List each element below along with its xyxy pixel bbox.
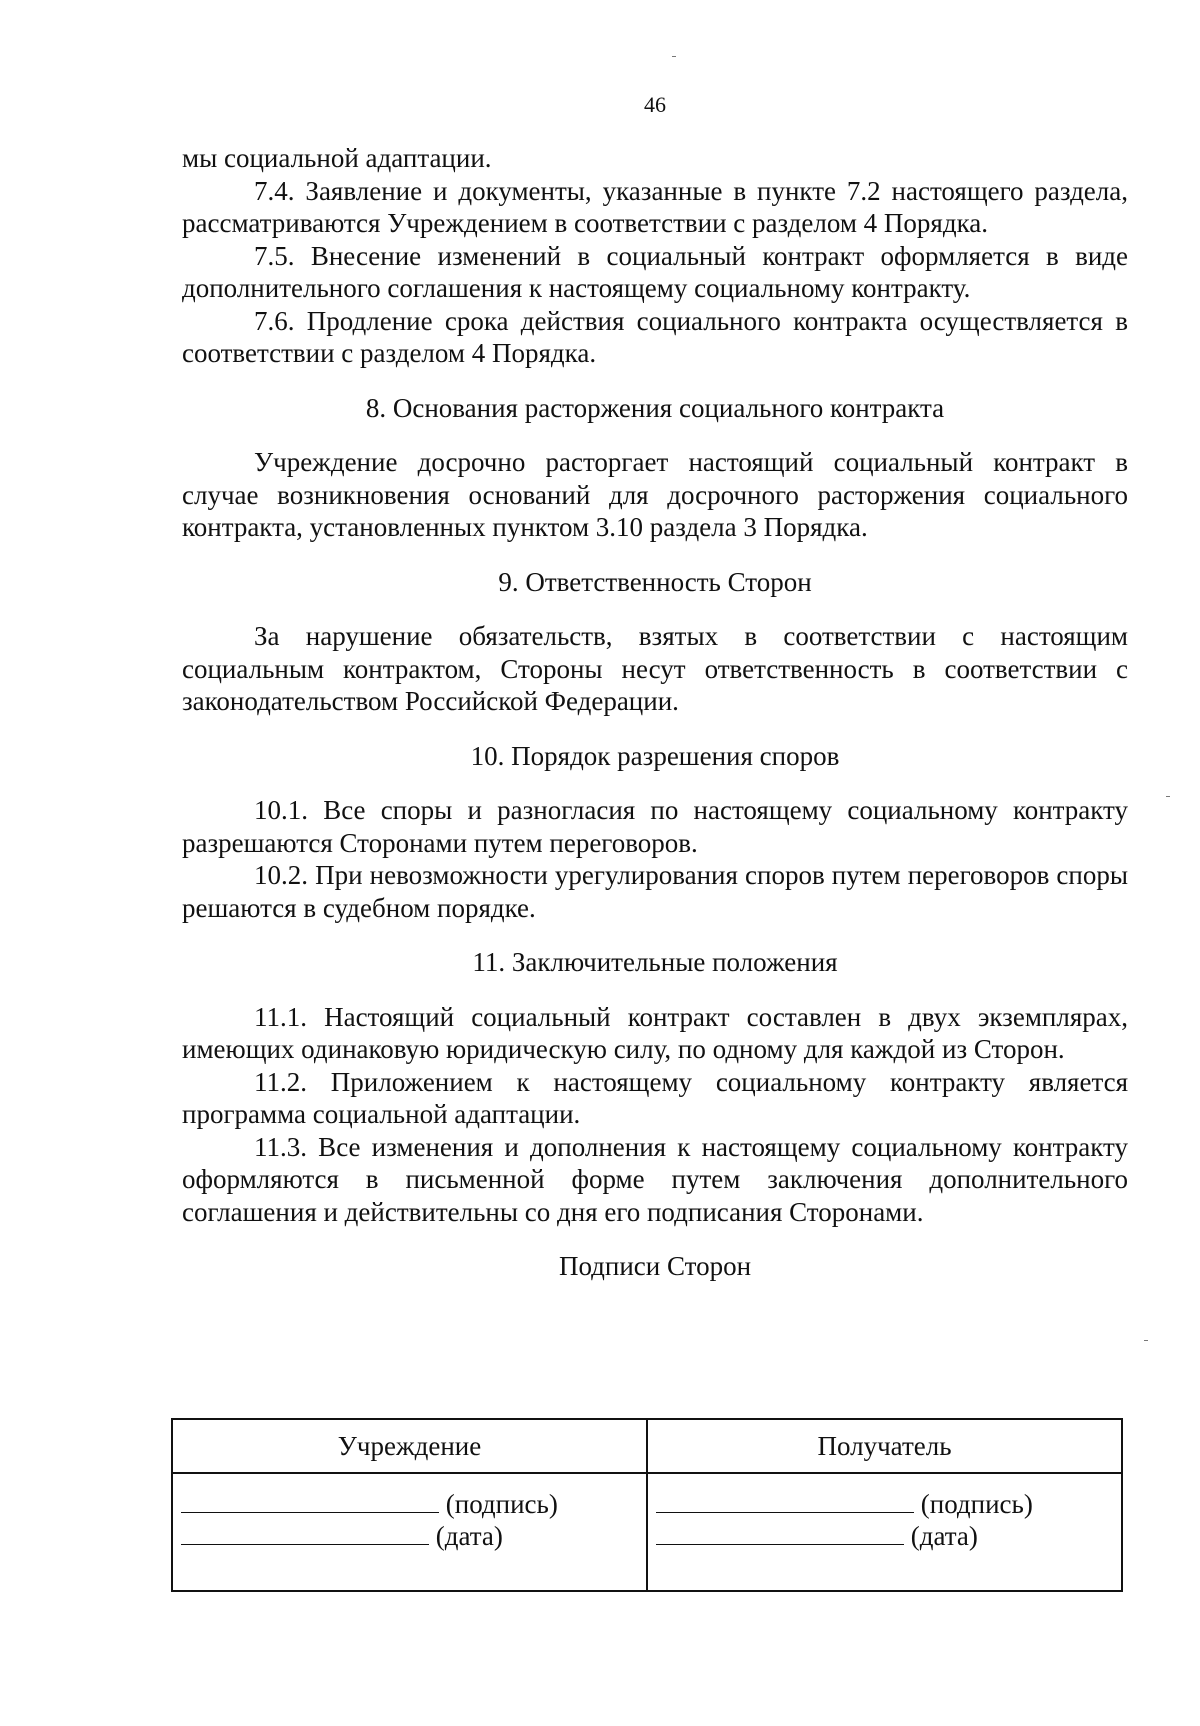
recipient-header-cell	[647, 1419, 1122, 1473]
institution-date-line	[181, 1520, 638, 1552]
page-number: 46	[644, 92, 666, 117]
paragraph-9: За нарушение обязательств, взятых в соответствии с настоящим социальным контрактом, Стороны несут ответственность в соответствии с законодательством Российской Федерации.	[182, 621, 1128, 716]
paragraph-7-4: 7.4. Заявление и документы, указанные в пункте 7.2 настоящего раздела, рассматриваются Учреждением в соответствии с разделом 4 Порядка.	[182, 175, 1128, 238]
institution-date-label: (дата)	[435, 1521, 503, 1551]
section-heading-8: 8. Основания расторжения социального контракта	[365, 392, 945, 423]
recipient-date-blank[interactable]	[656, 1520, 904, 1545]
section-heading-9: 9. Ответственность Сторон	[498, 566, 812, 597]
paragraph-10-1: 10.1. Все споры и разногласия по настоящему социальному контракту разрешаются Сторонами путем переговоров.	[182, 795, 1128, 858]
institution-signature-line	[181, 1488, 638, 1520]
continuation-text: мы социальной адаптации.	[182, 143, 492, 173]
recipient-date-line	[656, 1520, 1113, 1552]
recipient-signature-label: (подпись)	[920, 1489, 1033, 1519]
scan-speck	[1166, 796, 1170, 797]
institution-signature-label: (подпись)	[445, 1489, 558, 1519]
paragraph-11-2: 11.2. Приложением к настоящему социальному контракту является программа социальной адаптации.	[182, 1066, 1128, 1129]
recipient-signature-line	[656, 1488, 1113, 1520]
paragraph-8: Учреждение досрочно расторгает настоящий социальный контракт в случае возникновения оснований для досрочного расторжения социального контракта, установленных пунктом 3.10 раздела 3 Порядка.	[182, 447, 1128, 542]
paragraph-11-3: 11.3. Все изменения и дополнения к настоящему социальному контракту оформляются в письменной форме путем заключения дополнительного соглашения и действительны со дня его подписания Сторонами.	[182, 1131, 1128, 1227]
paragraph-11-1: 11.1. Настоящий социальный контракт составлен в двух экземплярах, имеющих одинаковую юридическую силу, по одному для каждой из Сторон.	[182, 1001, 1128, 1064]
paragraph-10-2: 10.2. При невозможности урегулирования споров путем переговоров споры решаются в судебном порядке.	[182, 860, 1128, 923]
recipient-signature-blank[interactable]	[656, 1488, 914, 1513]
institution-sign-cell	[172, 1473, 647, 1591]
document-body	[182, 142, 1128, 1283]
institution-header-cell	[172, 1419, 647, 1473]
paragraph-7-5: 7.5. Внесение изменений в социальный контракт оформляется в виде дополнительного соглашения к настоящему социальному контракту.	[182, 240, 1128, 303]
institution-signature-blank[interactable]	[181, 1488, 439, 1513]
section-heading-11: 11. Заключительные положения	[472, 947, 838, 977]
institution-date-blank[interactable]	[181, 1520, 429, 1545]
scan-speck	[672, 56, 676, 57]
recipient-sign-cell	[647, 1473, 1122, 1591]
signatures-table	[171, 1418, 1123, 1592]
scan-speck	[1144, 1340, 1148, 1341]
section-heading-10: 10. Порядок разрешения споров	[470, 740, 840, 771]
paragraph-7-6: 7.6. Продление срока действия социального контракта осуществляется в соответствии с разделом 4 Порядка.	[182, 305, 1128, 368]
recipient-date-label: (дата)	[910, 1521, 978, 1551]
signatures-heading: Подписи Сторон	[558, 1251, 752, 1281]
recipient-header: Получатель	[817, 1431, 952, 1461]
institution-header: Учреждение	[337, 1431, 482, 1461]
